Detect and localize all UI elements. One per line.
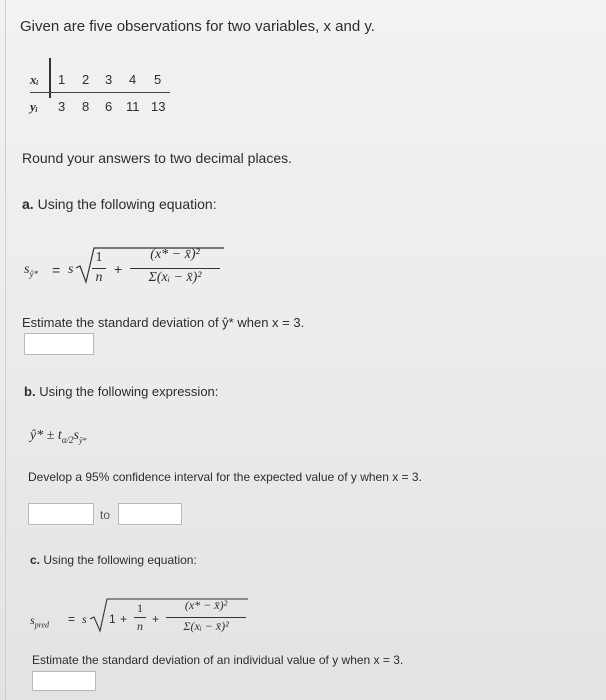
formula-c-lhs: $s_{pred}$ <box>30 613 50 630</box>
part-c-label: c. <box>30 553 41 567</box>
part-a-label: a. <box>22 196 34 212</box>
part-c-prompt: Using the following equation: <box>43 553 197 567</box>
interval-to-label: to <box>100 508 111 522</box>
table-cell: 13 <box>151 99 166 114</box>
part-b-upper-input[interactable] <box>118 503 182 525</box>
frac-a1-denominator: n <box>95 270 103 285</box>
table-cell: 3 <box>105 72 113 87</box>
formula-a-s: s <box>68 262 74 277</box>
table-horizontal-rule <box>30 92 170 93</box>
table-cell: 6 <box>105 99 113 114</box>
formula-c-one: 1 <box>109 612 116 626</box>
frac-c1-numerator: 1 <box>137 601 143 615</box>
part-c-heading <box>30 553 197 567</box>
frac-a1-bar <box>92 268 106 269</box>
formula-c-plus1: + <box>120 612 128 626</box>
table-cell: 2 <box>82 72 90 87</box>
part-a-question: Estimate the standard deviation of ŷ* when x = 3. <box>22 315 305 330</box>
formula-a-equals: = <box>52 262 61 278</box>
frac-c2-denominator: Σ(xᵢ − x̄)² <box>183 619 229 633</box>
frac-c2-bar <box>166 617 246 618</box>
part-a-prompt: Using the following equation: <box>37 196 217 212</box>
part-b-question: Develop a 95% confidence interval for the expected value of y when x = 3. <box>28 470 422 484</box>
formula-a-lhs: $s_{ŷ*}$ <box>24 262 38 279</box>
table-cell: 8 <box>82 99 90 114</box>
formula-c-plus2: + <box>152 612 160 626</box>
part-b-lower-input[interactable] <box>28 503 94 525</box>
part-b-label: b. <box>24 384 36 399</box>
x-row-label: xᵢ <box>30 72 39 87</box>
table-cell: 4 <box>129 72 137 87</box>
frac-c2-numerator: (x* − x̄)² <box>184 598 228 612</box>
formula-a-plus: + <box>114 261 123 277</box>
table-cell: 5 <box>154 72 162 87</box>
y-row-label: yᵢ <box>30 99 38 114</box>
table-cell: 3 <box>58 99 66 114</box>
formula-c-equals: = <box>68 612 76 626</box>
table-cell: 11 <box>126 99 140 114</box>
frac-c1-bar <box>134 617 146 618</box>
rounding-instruction: Round your answers to two decimal places. <box>22 150 293 166</box>
table-cell: 1 <box>58 72 66 87</box>
frac-a2-denominator: Σ(xᵢ − x̄)² <box>148 270 202 285</box>
part-c-question: Estimate the standard deviation of an individual value of y when x = 3. <box>32 653 404 667</box>
part-b-heading <box>24 384 218 399</box>
part-c-answer-input[interactable] <box>32 671 96 691</box>
frac-a2-bar <box>130 268 220 269</box>
formula-c-s: s <box>82 612 87 626</box>
part-a-answer-input[interactable] <box>24 333 94 355</box>
part-b-expression: ŷ* ± $t_{\alpha/2}s_{ŷ*}$ <box>30 428 87 445</box>
frac-a2-numerator: (x* − x̄)² <box>150 247 200 262</box>
problem-statement: Given are five observations for two variables, x and y. <box>20 18 375 35</box>
left-border <box>5 0 6 700</box>
part-a-heading <box>22 196 217 212</box>
frac-a1-numerator: 1 <box>95 250 103 265</box>
part-b-prompt: Using the following expression: <box>39 384 219 399</box>
frac-c1-denominator: n <box>137 619 143 633</box>
